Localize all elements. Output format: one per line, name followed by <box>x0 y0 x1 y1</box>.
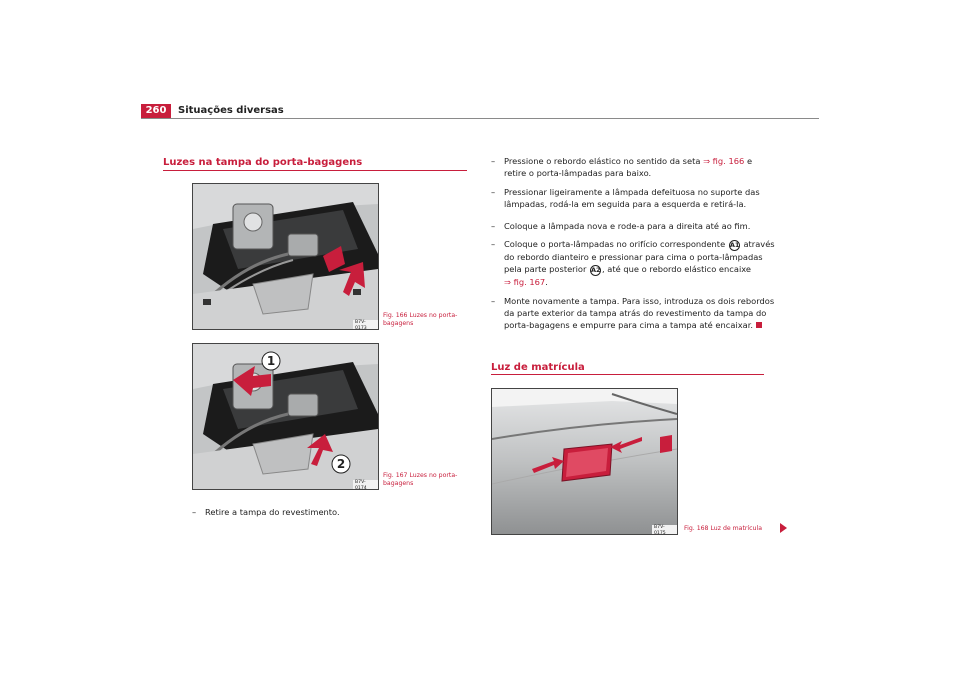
link-fig-166[interactable]: ⇒ fig. 166 <box>703 156 745 166</box>
section-rule <box>491 374 764 375</box>
chapter-title: Situações diversas <box>178 105 284 116</box>
step-5: – Monte novamente a tampa. Para isso, introduza os dois rebordos da parte exterior da tampa atrás do revestimento da tampa do porta-bagagens e empurre para cima a tampa até encaixar. <box>491 296 775 330</box>
callout-a2: A2 <box>591 266 601 274</box>
figure-168-caption: Fig. 168 Luz de matrícula <box>684 525 762 532</box>
trunk-light-illustration <box>193 184 378 329</box>
image-code: B7V-0174 <box>353 480 378 490</box>
image-code: B7V-0173 <box>353 320 378 330</box>
page-number: 260 <box>141 104 171 118</box>
figure-167-caption: Fig. 167 Luzes no porta- bagagens <box>383 472 458 487</box>
step-3: – Coloque a lâmpada nova e rode-a para a direita até ao fim. <box>491 221 751 231</box>
step-4: – Coloque o porta-lâmpadas no orifício correspondente A1 através do rebordo dianteiro e pressionar para cima o porta-lâmpadas pela parte posterior A2, até que o rebordo elástico encaixe ⇒ fig. 167. <box>491 239 775 287</box>
step-remove-cover: – Retire a tampa do revestimento. <box>192 507 340 517</box>
section-title-plate-light: Luz de matrícula <box>491 362 585 373</box>
callout-2: 2 <box>336 457 346 471</box>
callout-a1: A1 <box>729 241 740 249</box>
end-of-section-mark <box>756 322 762 328</box>
trunk-light-removal-illustration <box>193 344 378 489</box>
step-1: – Pressione o rebordo elástico no sentido da seta ⇒ fig. 166 e retire o porta-lâmpadas para baixo. <box>491 156 753 178</box>
license-plate-light-illustration <box>492 389 677 534</box>
section-rule <box>163 170 467 171</box>
image-code: B7V-0175 <box>652 525 677 535</box>
figure-166-caption: Fig. 166 Luzes no porta- bagagens <box>383 312 458 327</box>
figure-166-image <box>192 183 379 330</box>
step-2: – Pressionar ligeiramente a lâmpada defeituosa no suporte das lâmpadas, rodá-la em seguida para a esquerda e retirá-la. <box>491 187 760 209</box>
header-rule <box>141 118 819 119</box>
figure-167-image <box>192 343 379 490</box>
next-page-arrow-icon[interactable] <box>780 523 787 533</box>
link-fig-167[interactable]: ⇒ fig. 167 <box>504 277 546 287</box>
figure-168-image <box>491 388 678 535</box>
section-title-trunk-lights: Luzes na tampa do porta-bagagens <box>163 157 363 168</box>
callout-1: 1 <box>266 354 276 368</box>
